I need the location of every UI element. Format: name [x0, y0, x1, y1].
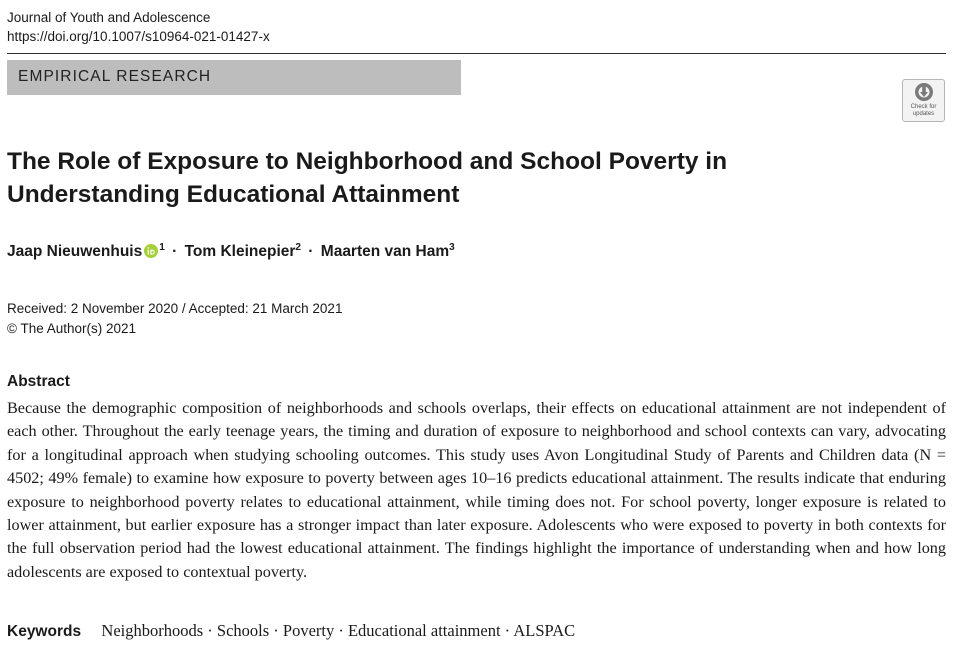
- author-name[interactable]: Jaap Nieuwenhuis: [7, 243, 143, 260]
- abstract-heading: Abstract: [7, 373, 70, 390]
- check-for-updates-badge[interactable]: [902, 79, 945, 122]
- crossmark-icon: [914, 82, 934, 102]
- received-accepted-dates: Received: 2 November 2020 / Accepted: 21 March 2021: [7, 301, 343, 316]
- orcid-icon[interactable]: [144, 244, 158, 258]
- journal-info: [7, 8, 270, 46]
- author-affiliation: 1: [159, 242, 165, 253]
- keywords-list: Neighborhoods · Schools · Poverty · Educational attainment · ALSPAC: [101, 621, 576, 640]
- section-label: EMPIRICAL RESEARCH: [18, 68, 212, 85]
- header-rule: [7, 53, 946, 54]
- author-separator: ·: [172, 243, 178, 260]
- author-list: [7, 242, 455, 261]
- author-name[interactable]: Tom Kleinepier: [184, 243, 296, 260]
- abstract-text: Because the demographic composition of neighborhoods and schools overlaps, their effects on educational attainment are not independent of each other. Throughout the early teenage years, the timing and duration of exposure to neighborhood and school contexts can vary, advocating for a longitudinal approach when studying schooling outcomes. This study uses Avon Longitudinal Study of Parents and Children data (N = 4502; 49% female) to examine how exposure to poverty between ages 10–16 predicts educational attainment. The results indicate that enduring exposure to neighborhood poverty relates to educational attainment, while timing does not. For school poverty, longer exposure is related to lower attainment, but earlier exposure has a stronger impact than later exposure. Adolescents who were exposed to poverty in both contexts for the full observation period had the lowest educational attainment. The findings highlight the importance of understanding when and how long adolescents are exposed to contextual poverty.: [7, 399, 946, 581]
- copyright-notice: © The Author(s) 2021: [7, 321, 137, 336]
- author-affiliation: 2: [295, 242, 301, 253]
- journal-name: Journal of Youth and Adolescence: [7, 10, 211, 25]
- author-separator: ·: [308, 243, 314, 260]
- journal-doi[interactable]: https://doi.org/10.1007/s10964-021-01427-x: [7, 29, 270, 44]
- article-dates: [7, 299, 342, 339]
- article-title: [7, 145, 887, 211]
- check-for-updates-label: Check for updates: [910, 104, 937, 117]
- section-banner: [7, 60, 461, 95]
- keywords-label: Keywords: [7, 623, 82, 640]
- title-line-2: Understanding Educational Attainment: [7, 181, 460, 208]
- keywords: [7, 621, 575, 641]
- author-affiliation: 3: [449, 242, 455, 253]
- author-name[interactable]: Maarten van Ham: [320, 243, 450, 260]
- title-line-1: The Role of Exposure to Neighborhood and School Poverty in: [7, 148, 728, 175]
